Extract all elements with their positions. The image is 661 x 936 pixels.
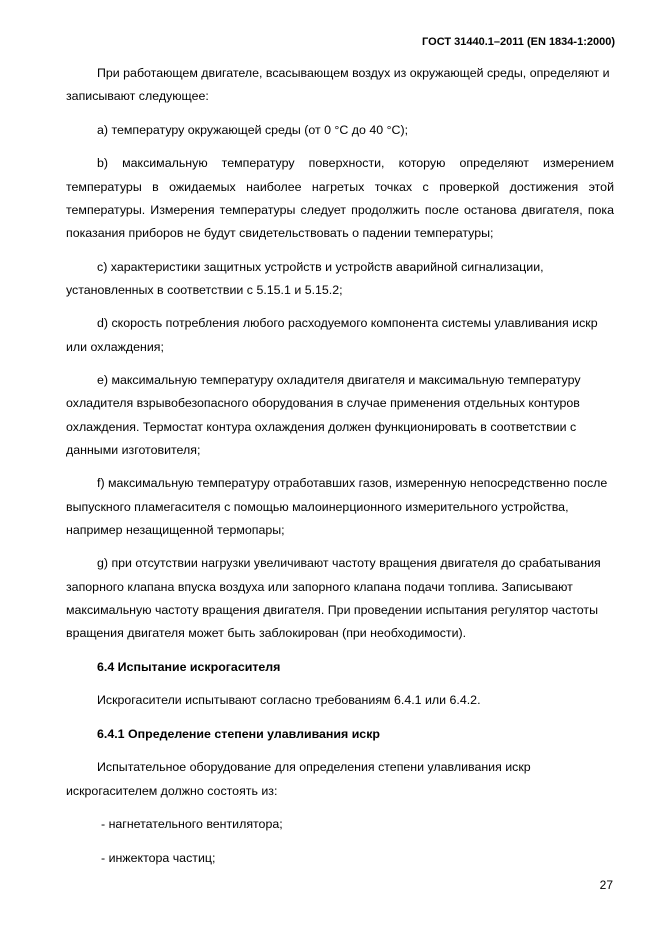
section-heading-6-4-1: 6.4.1 Определение степени улавливания искр: [97, 726, 380, 741]
paragraph-6-4-1: Испытательное оборудование для определения степени улавливания искр искрогасителем должно состоять из:: [66, 760, 531, 798]
list-item-b: b) максимальную температуру поверхности, которую определяют измерением температуры в ожидаемых наиболее нагретых точках с проверкой достижения этой температуры. Измерения температуры следует продолжить после останова двигателя, пока показания приборов не будут свидетельствовать о падении температуры;: [66, 156, 614, 240]
document-header: ГОСТ 31440.1–2011 (EN 1834-1:2000): [422, 36, 615, 48]
list-item-e: e) максимальную температуру охладителя двигателя и максимальную температуру охладителя взрывобезопасного оборудования в случае применения отдельных контуров охлаждения. Термостат контура охлаждения должен функционировать в соответствии с данными изготовителя;: [66, 373, 581, 457]
dash-item-fan: - нагнетательного вентилятора;: [101, 817, 283, 832]
list-item-g: g) при отсутствии нагрузки увеличивают частоту вращения двигателя до срабатывания запорного клапана впуска воздуха или запорного клапана подачи топлива. Записывают максимальную частоту вращения двигателя. При проведении испытания регулятор частоты вращения двигателя может быть заблокирован (при необходимости).: [66, 556, 601, 640]
list-item-d: d) скорость потребления любого расходуемого компонента системы улавливания искр или охлаждения;: [66, 316, 598, 354]
list-item-a: a) температуру окружающей среды (от 0 °С до 40 °С);: [97, 122, 409, 137]
page-number: 27: [599, 878, 613, 892]
paragraph-6-4: Искрогасители испытывают согласно требованиям 6.4.1 или 6.4.2.: [97, 693, 481, 708]
section-heading-6-4: 6.4 Испытание искрогасителя: [97, 659, 281, 674]
document-body: [66, 62, 614, 880]
list-item-c: c) характеристики защитных устройств и устройств аварийной сигнализации, установленных в соответствии с 5.15.1 и 5.15.2;: [66, 259, 544, 297]
paragraph-intro: При работающем двигателе, всасывающем воздух из окружающей среды, определяют и записывают следующее:: [66, 66, 610, 104]
list-item-f: f) максимальную температуру отработавших газов, измеренную непосредственно после выпускного пламегасителя с помощью малоинерционного измерительного устройства, например незащищенной термопары;: [66, 476, 608, 537]
dash-item-injector: - инжектора частиц;: [101, 850, 216, 865]
